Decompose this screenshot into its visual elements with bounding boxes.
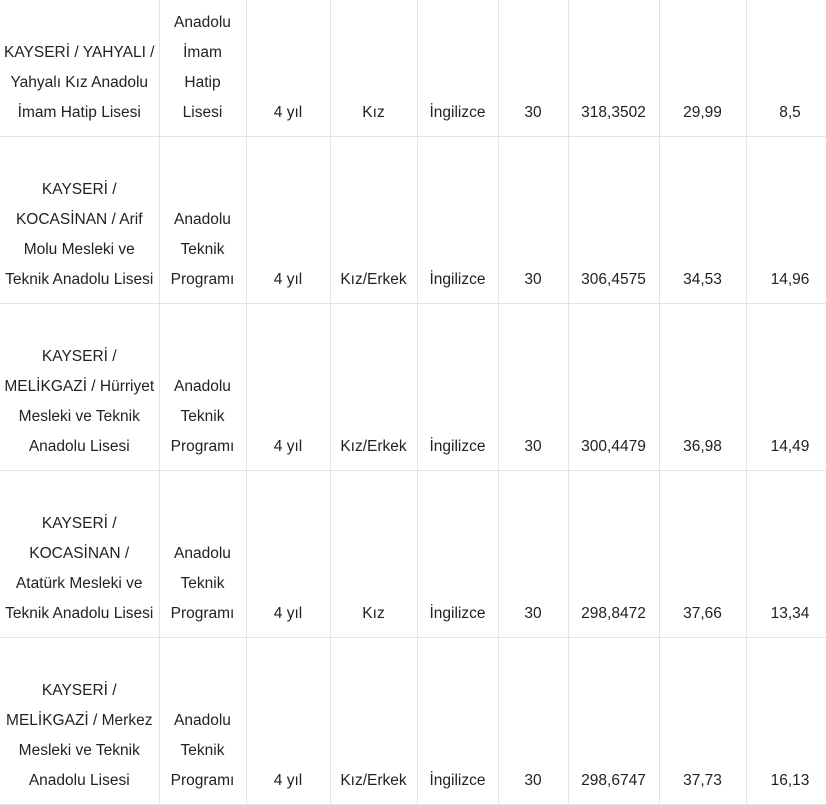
school-type: Anadolu Teknik Programı	[170, 378, 235, 455]
gender-cell: Kız/Erkek	[330, 137, 417, 304]
school-name: KAYSERİ / MELİKGAZİ / Hürriyet Mesleki ve Teknik Anadolu Lisesi	[4, 348, 155, 455]
quota-cell: 30	[498, 471, 568, 638]
school-name-cell	[0, 304, 159, 471]
school-name-cell	[0, 0, 159, 137]
duration-cell: 4 yıl	[246, 471, 330, 638]
score-cell: 318,3502	[568, 0, 659, 137]
language-cell: İngilizce	[417, 304, 498, 471]
school-type: Anadolu Teknik Programı	[170, 211, 235, 288]
score-cell: 298,8472	[568, 471, 659, 638]
percentile-cell: 29,99	[659, 0, 746, 137]
percentile-cell: 37,66	[659, 471, 746, 638]
score-cell: 300,4479	[568, 304, 659, 471]
gender-cell: Kız	[330, 471, 417, 638]
school-name-cell	[0, 638, 159, 805]
table-row	[0, 0, 826, 137]
school-type-cell	[159, 638, 246, 805]
gender-cell: Kız	[330, 0, 417, 137]
school-type-cell	[159, 137, 246, 304]
school-type-cell	[159, 0, 246, 137]
table-row	[0, 471, 826, 638]
table-row	[0, 137, 826, 304]
last-value-cell: 13,34	[746, 471, 826, 638]
last-value-cell: 14,49	[746, 304, 826, 471]
quota-cell: 30	[498, 0, 568, 137]
gender-cell: Kız/Erkek	[330, 304, 417, 471]
last-value-cell: 16,13	[746, 638, 826, 805]
school-type: Anadolu Teknik Programı	[170, 545, 235, 622]
percentile-cell: 37,73	[659, 638, 746, 805]
school-type-cell	[159, 304, 246, 471]
school-name: KAYSERİ / YAHYALI / Yahyalı Kız Anadolu İmam Hatip Lisesi	[4, 44, 155, 121]
duration-cell: 4 yıl	[246, 638, 330, 805]
quota-cell: 30	[498, 638, 568, 805]
school-type-cell	[159, 471, 246, 638]
duration-cell: 4 yıl	[246, 304, 330, 471]
school-name-cell	[0, 137, 159, 304]
language-cell: İngilizce	[417, 638, 498, 805]
school-type: Anadolu Teknik Programı	[170, 712, 235, 789]
quota-cell: 30	[498, 304, 568, 471]
last-value-cell: 14,96	[746, 137, 826, 304]
school-name: KAYSERİ / KOCASİNAN / Atatürk Mesleki ve Teknik Anadolu Lisesi	[5, 515, 154, 622]
last-value-cell: 8,5	[746, 0, 826, 137]
duration-cell: 4 yıl	[246, 0, 330, 137]
language-cell: İngilizce	[417, 471, 498, 638]
school-type: Anadolu İmam Hatip Lisesi	[174, 14, 231, 121]
score-cell: 298,6747	[568, 638, 659, 805]
duration-cell: 4 yıl	[246, 137, 330, 304]
table-row	[0, 638, 826, 805]
percentile-cell: 36,98	[659, 304, 746, 471]
percentile-cell: 34,53	[659, 137, 746, 304]
quota-cell: 30	[498, 137, 568, 304]
table-row	[0, 304, 826, 471]
school-name: KAYSERİ / MELİKGAZİ / Merkez Mesleki ve Teknik Anadolu Lisesi	[6, 682, 153, 789]
gender-cell: Kız/Erkek	[330, 638, 417, 805]
language-cell: İngilizce	[417, 137, 498, 304]
language-cell: İngilizce	[417, 0, 498, 137]
school-name-cell	[0, 471, 159, 638]
school-name: KAYSERİ / KOCASİNAN / Arif Molu Mesleki ve Teknik Anadolu Lisesi	[5, 181, 154, 288]
score-cell: 306,4575	[568, 137, 659, 304]
